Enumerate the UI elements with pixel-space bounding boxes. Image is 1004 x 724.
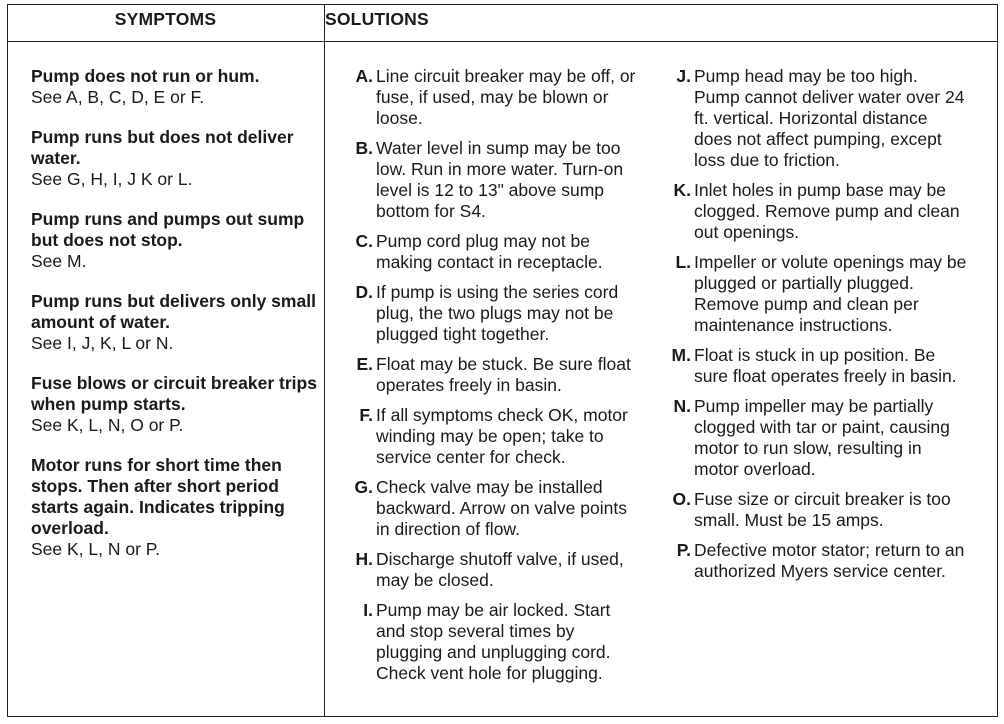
- solution-text: Check valve may be installed backward. Arrow on valve points in direction of flow.: [376, 477, 627, 539]
- solution-item: [340, 282, 640, 345]
- symptom-item: [31, 209, 323, 272]
- solution-letter: J.: [676, 66, 691, 86]
- symptom-reference: See G, H, I, J K or L.: [31, 169, 193, 189]
- symptom-reference: See I, J, K, L or N.: [31, 333, 174, 353]
- symptom-question: Pump runs and pumps out sump but does not stop.: [31, 209, 305, 250]
- solution-letter: O.: [672, 489, 691, 509]
- solution-item: [340, 600, 640, 684]
- solution-item: [658, 345, 968, 387]
- solution-text: If all symptoms check OK, motor winding may be open; take to service center for check.: [376, 405, 628, 467]
- symptoms-column: [31, 66, 323, 579]
- solution-letter: P.: [676, 540, 691, 560]
- symptom-question: Pump runs but does not deliver water.: [31, 127, 294, 168]
- symptom-reference: See M.: [31, 251, 87, 271]
- solution-text: Inlet holes in pump base may be clogged. Remove pump and clean out openings.: [694, 180, 960, 242]
- solutions-header: SOLUTIONS: [325, 9, 429, 29]
- solution-text: Float is stuck in up position. Be sure float operates freely in basin.: [694, 345, 957, 386]
- symptom-reference: See K, L, N, O or P.: [31, 415, 184, 435]
- solution-text: Pump cord plug may not be making contact in receptacle.: [376, 231, 603, 272]
- symptom-reference: See A, B, C, D, E or F.: [31, 87, 205, 107]
- symptom-question: Motor runs for short time then stops. Then after short period starts again. Indicates tripping overload.: [31, 455, 285, 538]
- solution-text: Pump may be air locked. Start and stop several times by plugging and unplugging cord. Check vent hole for plugging.: [376, 600, 611, 683]
- solution-letter: H.: [355, 549, 373, 569]
- solution-text: Fuse size or circuit breaker is too small. Must be 15 amps.: [694, 489, 951, 530]
- solution-letter: N.: [673, 396, 691, 416]
- solution-letter: D.: [355, 282, 373, 302]
- solution-text: Impeller or volute openings may be plugged or partially plugged. Remove pump and clean per maintenance instructions.: [694, 252, 967, 335]
- solution-text: Pump impeller may be partially clogged with tar or paint, causing motor to run slow, resulting in motor overload.: [694, 396, 950, 479]
- symptoms-header: SYMPTOMS: [114, 9, 217, 29]
- symptom-reference: See K, L, N or P.: [31, 539, 161, 559]
- symptom-question: Pump does not run or hum.: [31, 66, 260, 86]
- solution-item: [340, 549, 640, 591]
- solution-letter: L.: [675, 252, 691, 272]
- solution-text: Water level in sump may be too low. Run in more water. Turn-on level is 12 to 13" above sump bottom for S4.: [376, 138, 624, 221]
- symptom-item: [31, 373, 323, 436]
- column-divider: [324, 4, 325, 717]
- symptom-item: [31, 66, 323, 108]
- solution-item: [340, 66, 640, 129]
- solution-text: If pump is using the series cord plug, the two plugs may not be plugged tight together.: [376, 282, 619, 344]
- solution-letter: M.: [671, 345, 691, 365]
- solution-item: [658, 489, 968, 531]
- solution-letter: G.: [354, 477, 373, 497]
- header-divider: [7, 41, 998, 42]
- solution-letter: K.: [673, 180, 691, 200]
- solution-letter: A.: [355, 66, 373, 86]
- solution-item: [658, 252, 968, 336]
- solution-item: [340, 231, 640, 273]
- symptom-item: [31, 455, 323, 560]
- solution-item: [340, 354, 640, 396]
- solution-item: [658, 396, 968, 480]
- solution-letter: B.: [355, 138, 373, 158]
- solution-item: [340, 138, 640, 222]
- solution-item: [658, 180, 968, 243]
- solution-text: Pump head may be too high. Pump cannot deliver water over 24 ft. vertical. Horizontal distance does not affect pumping, except loss due to friction.: [694, 66, 965, 170]
- solution-item: [658, 66, 968, 171]
- solution-text: Discharge shutoff valve, if used, may be closed.: [376, 549, 624, 590]
- solution-item: [340, 477, 640, 540]
- solution-text: Defective motor stator; return to an authorized Myers service center.: [694, 540, 965, 581]
- symptom-item: [31, 127, 323, 190]
- solutions-column-left: [340, 66, 640, 693]
- solution-item: [340, 405, 640, 468]
- solution-letter: F.: [359, 405, 373, 425]
- solution-item: [658, 540, 968, 582]
- solutions-column-right: [658, 66, 968, 591]
- symptom-item: [31, 291, 323, 354]
- solution-letter: E.: [356, 354, 373, 374]
- symptom-question: Pump runs but delivers only small amount of water.: [31, 291, 316, 332]
- solution-letter: C.: [355, 231, 373, 251]
- solution-letter: I.: [363, 600, 373, 620]
- symptom-question: Fuse blows or circuit breaker trips when pump starts.: [31, 373, 317, 414]
- solution-text: Float may be stuck. Be sure float operates freely in basin.: [376, 354, 631, 395]
- solution-text: Line circuit breaker may be off, or fuse, if used, may be blown or loose.: [376, 66, 636, 128]
